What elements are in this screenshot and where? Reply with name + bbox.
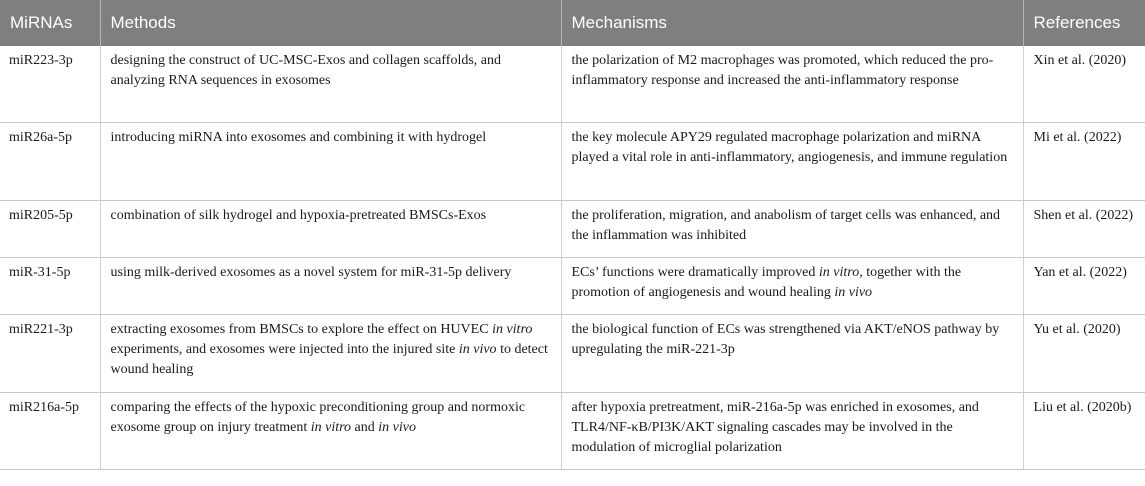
method-cell bbox=[100, 315, 561, 393]
mechanism-text: , together with the promotion of angiogenesis and wound healing bbox=[571, 265, 962, 300]
mirna-cell: miR221-3p bbox=[0, 315, 100, 393]
reference-cell: Shen et al. (2022) bbox=[1023, 201, 1145, 258]
table-row bbox=[0, 46, 1145, 123]
mirna-cell: miR216a-5p bbox=[0, 393, 100, 470]
mechanism-cell: after hypoxia pretreatment, miR-216a-5p was enriched in exosomes, and TLR4/NF-κB/PI3K/AKT signaling cascades may be involved in the modulation of microglial polarization bbox=[561, 393, 1023, 470]
mirna-cell: miR205-5p bbox=[0, 201, 100, 258]
mechanism-cell: the polarization of M2 macrophages was promoted, which reduced the pro-inflammatory response and increased the anti-inflammatory response bbox=[561, 46, 1023, 123]
italic-term: in vivo bbox=[834, 285, 873, 300]
table-header bbox=[0, 0, 1145, 46]
reference-cell: Yan et al. (2022) bbox=[1023, 258, 1145, 315]
header-methods: Methods bbox=[100, 0, 561, 46]
reference-cell: Liu et al. (2020b) bbox=[1023, 393, 1145, 470]
mechanism-cell: the biological function of ECs was strengthened via AKT/eNOS pathway by upregulating the miR-221-3p bbox=[561, 315, 1023, 393]
mirna-cell: miR-31-5p bbox=[0, 258, 100, 315]
italic-term: in vivo bbox=[458, 342, 497, 357]
table-row bbox=[0, 393, 1145, 470]
method-cell bbox=[100, 393, 561, 470]
mechanism-text: ECs’ functions were dramatically improved bbox=[571, 265, 819, 280]
table-row bbox=[0, 258, 1145, 315]
method-text: to detect wound healing bbox=[110, 342, 548, 377]
table-row bbox=[0, 315, 1145, 393]
table-row bbox=[0, 123, 1145, 201]
method-text: extracting exosomes from BMSCs to explore the effect on HUVEC bbox=[110, 322, 493, 337]
table-body bbox=[0, 46, 1145, 470]
reference-cell: Yu et al. (2020) bbox=[1023, 315, 1145, 393]
mechanism-cell: the proliferation, migration, and anabolism of target cells was enhanced, and the inflammation was inhibited bbox=[561, 201, 1023, 258]
method-text: experiments, and exosomes were injected into the injured site bbox=[110, 342, 459, 357]
method-cell: introducing miRNA into exosomes and combining it with hydrogel bbox=[100, 123, 561, 201]
italic-term: in vivo bbox=[378, 420, 416, 435]
header-references: References bbox=[1023, 0, 1145, 46]
reference-cell: Mi et al. (2022) bbox=[1023, 123, 1145, 201]
method-cell: using milk-derived exosomes as a novel system for miR-31-5p delivery bbox=[100, 258, 561, 315]
method-text: comparing the effects of the hypoxic preconditioning group and normoxic exosome group on injury treatment bbox=[110, 400, 526, 435]
mechanism-cell bbox=[561, 258, 1023, 315]
method-cell: combination of silk hydrogel and hypoxia-pretreated BMSCs-Exos bbox=[100, 201, 561, 258]
mechanism-cell: the key molecule APY29 regulated macrophage polarization and miRNA played a vital role in anti-inflammatory, angiogenesis, and immune regulation bbox=[561, 123, 1023, 201]
method-text: and bbox=[351, 420, 379, 435]
header-mechanisms: Mechanisms bbox=[561, 0, 1023, 46]
mirna-cell: miR26a-5p bbox=[0, 123, 100, 201]
header-row bbox=[0, 0, 1145, 46]
header-mirnas: MiRNAs bbox=[0, 0, 100, 46]
italic-term: in vitro bbox=[818, 265, 860, 280]
italic-term: in vitro bbox=[492, 322, 533, 337]
table-row bbox=[0, 201, 1145, 258]
method-cell: designing the construct of UC-MSC-Exos and collagen scaffolds, and analyzing RNA sequences in exosomes bbox=[100, 46, 561, 123]
italic-term: in vitro bbox=[310, 420, 352, 435]
reference-cell: Xin et al. (2020) bbox=[1023, 46, 1145, 123]
mirna-cell: miR223-3p bbox=[0, 46, 100, 123]
